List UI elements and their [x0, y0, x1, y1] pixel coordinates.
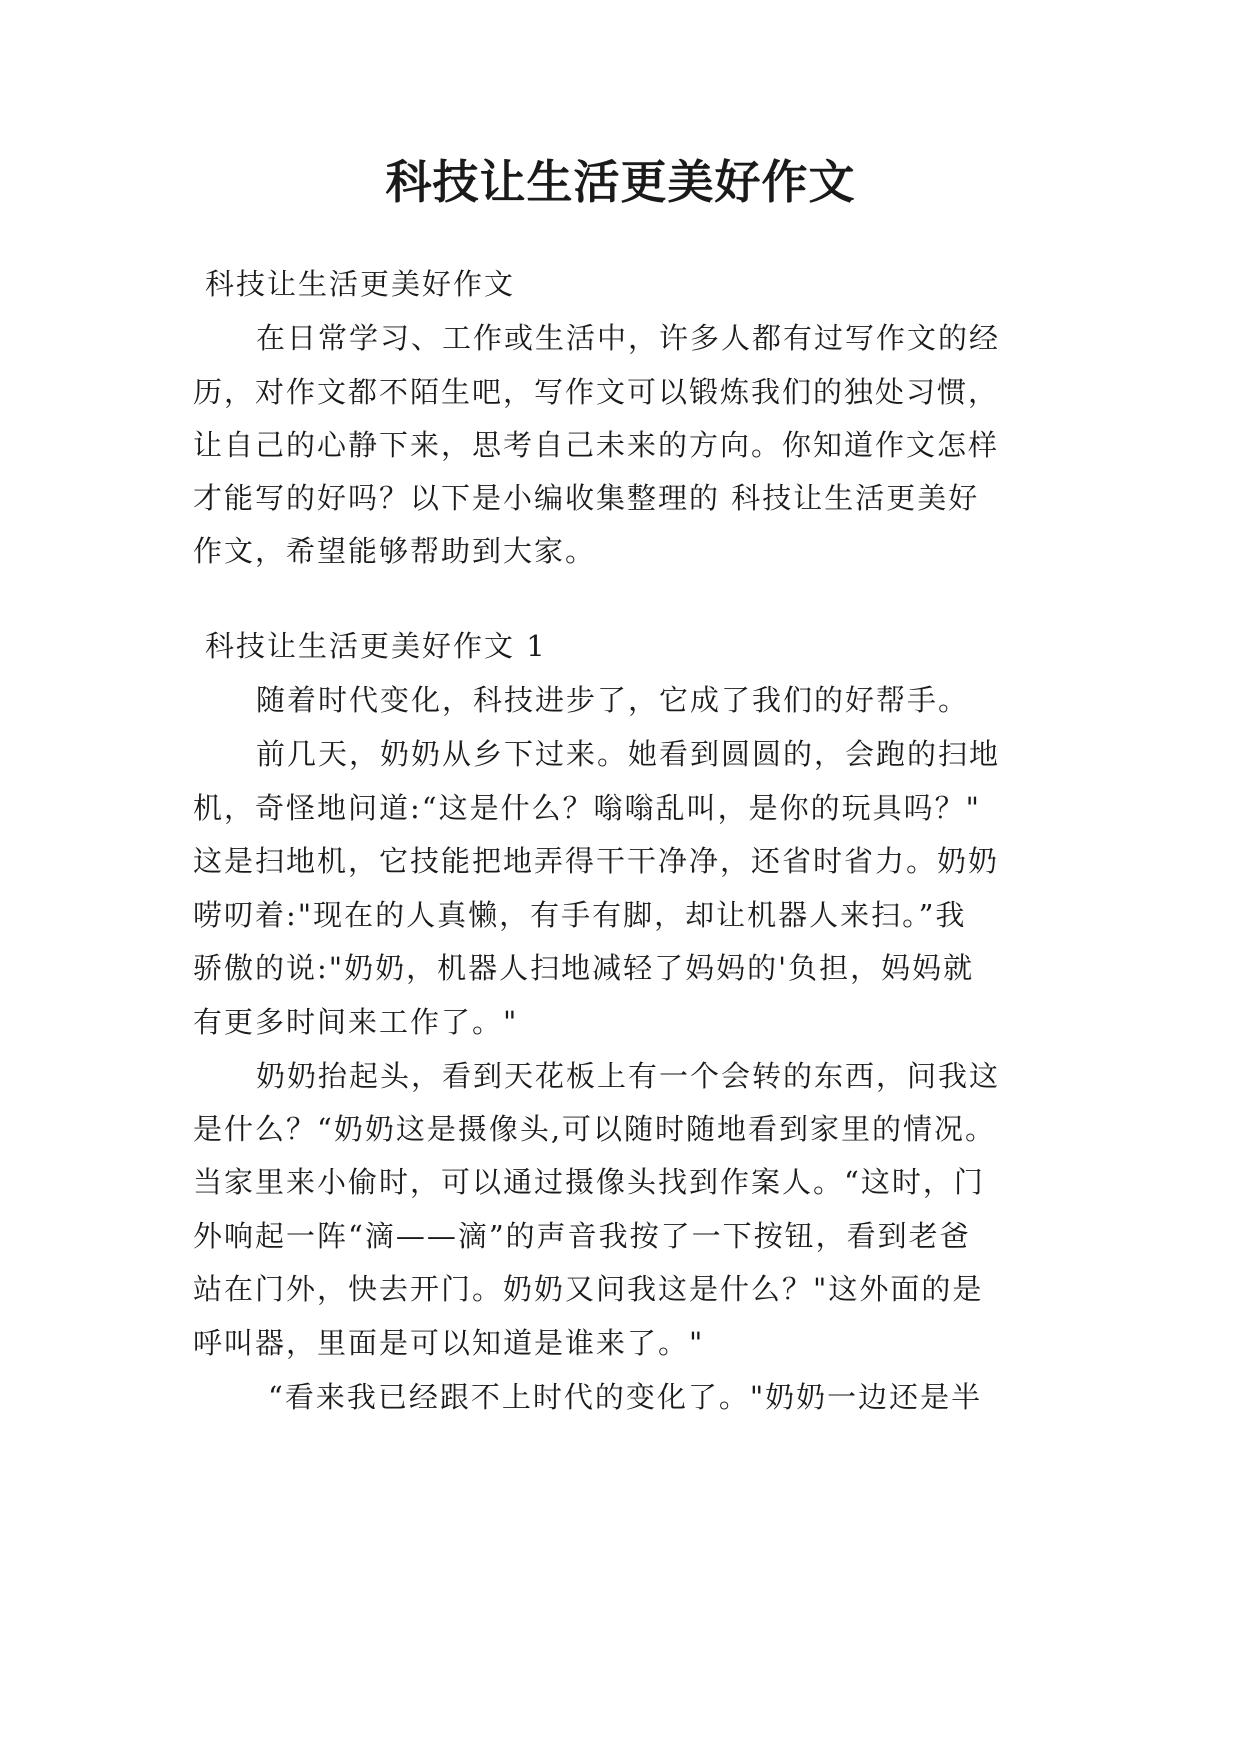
body-line: 机，奇怪地问道:“这是什么？嗡嗡乱叫，是你的玩具吗？" [193, 791, 981, 825]
body-line: 唠叨着:"现在的人真懒，有手有脚，却让机器人来扫。”我 [193, 898, 967, 932]
body-line: 有更多时间来工作了。" [193, 1005, 519, 1039]
body-line: 随着时代变化，科技进步了，它成了我们的好帮手。 [256, 683, 970, 717]
body-line: 当家里来小偷时，可以通过摄像头找到作案人。“这时，门 [193, 1165, 985, 1199]
body-line: 呼叫器，里面是可以知道是谁来了。" [193, 1326, 705, 1360]
body-line: 站在门外，快去开门。奶奶又问我这是什么？"这外面的是 [193, 1272, 984, 1306]
body-line: 奶奶抬起头，看到天花板上有一个会转的东西，问我这 [256, 1059, 1001, 1093]
section-heading: 科技让生活更美好作文 1 [205, 629, 547, 663]
intro-line: 在日常学习、工作或生活中，许多人都有过写作文的经 [256, 321, 1001, 355]
body-line: 外响起一阵“滴——滴”的声音我按了一下按钮，看到老爸 [193, 1219, 971, 1253]
intro-line: 让自己的心静下来，思考自己未来的方向。你知道作文怎样 [193, 428, 1000, 462]
document-subtitle: 科技让生活更美好作文 [205, 267, 516, 301]
intro-line: 才能写的好吗？以下是小编收集整理的 科技让生活更美好 [193, 481, 980, 515]
intro-line: 作文，希望能够帮助到大家。 [193, 534, 597, 568]
intro-line: 历，对作文都不陌生吧，写作文可以锻炼我们的独处习惯， [193, 375, 1000, 409]
body-line: “看来我已经跟不上时代的变化了。"奶奶一边还是半 [268, 1380, 983, 1414]
body-line: 是什么？“奶奶这是摄像头,可以随时随地看到家里的情况。 [193, 1112, 997, 1146]
body-line: 骄傲的说:"奶奶，机器人扫地减轻了妈妈的'负担，妈妈就 [193, 951, 975, 985]
body-line: 前几天，奶奶从乡下过来。她看到圆圆的，会跑的扫地 [256, 737, 1001, 771]
document-title: 科技让生活更美好作文 [385, 155, 856, 209]
body-line: 这是扫地机，它技能把地弄得干干净净，还省时省力。奶奶 [193, 844, 1000, 878]
